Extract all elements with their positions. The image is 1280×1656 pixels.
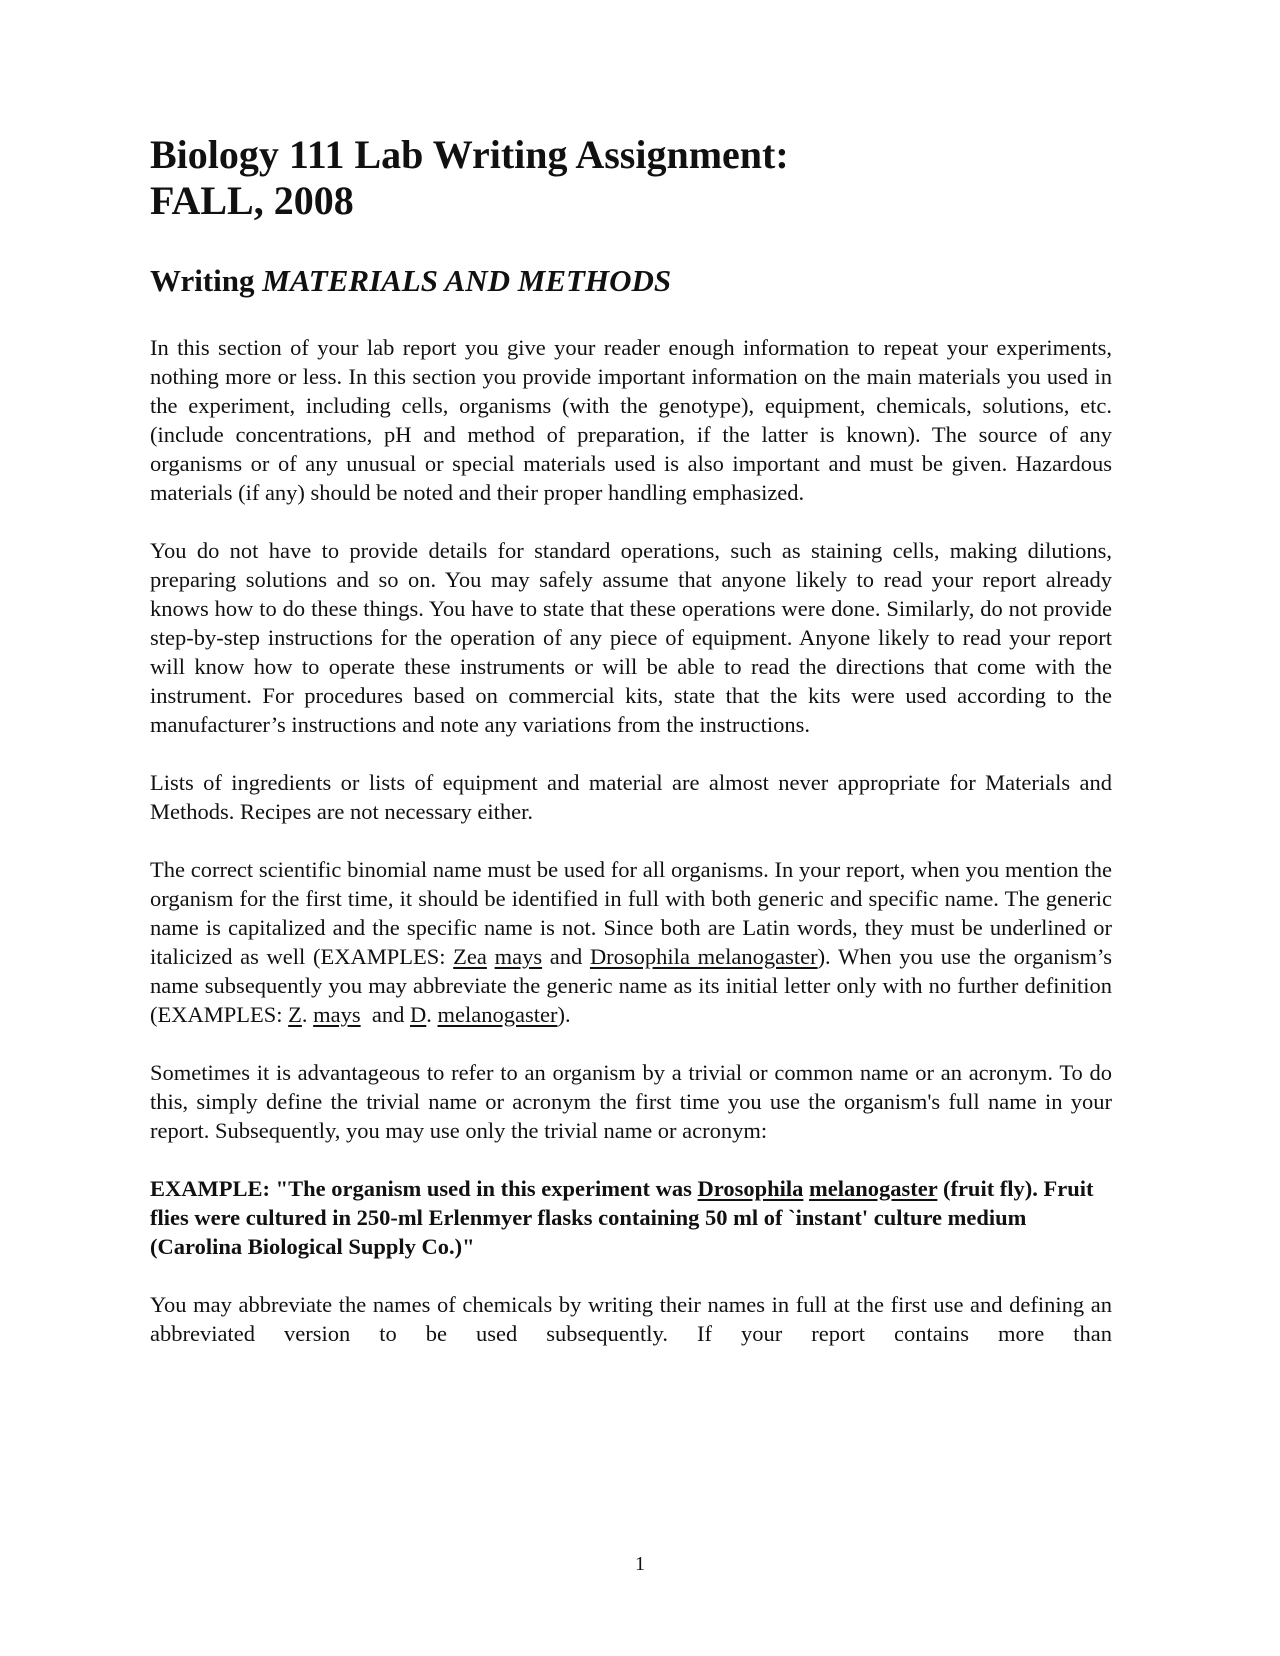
species-name-zea: Zea <box>453 944 487 969</box>
p4-text-7: . <box>426 1002 438 1027</box>
document-body <box>150 132 1112 1348</box>
paragraph-4 <box>150 855 1112 1029</box>
p4-text-8: ). <box>557 1002 571 1027</box>
p4-text-6: and <box>360 1002 411 1027</box>
document-title <box>150 132 1112 224</box>
title-line-2: FALL, 2008 <box>150 178 354 223</box>
species-name-mays: mays <box>494 944 543 969</box>
title-line-1: Biology 111 Lab Writing Assignment: <box>150 132 789 177</box>
p4-text-4: ). When you use the organism’s name subsequently you may abbreviate the generic name as its initial letter only with no further definition (EXAMPLES: <box>150 944 1112 1027</box>
example-paragraph <box>150 1174 1112 1261</box>
paragraph-5: Sometimes it is advantageous to refer to an organism by a trivial or common name or an acronym. To do this, simply define the trivial name or acronym the first time you use the organism's full name in your report. Subsequently, you may use only the trivial name or acronym: <box>150 1060 1112 1143</box>
example-genus: Drosophila <box>697 1176 804 1201</box>
section-heading-prefix: Writing <box>150 263 263 298</box>
abbrev-melanogaster: melanogaster <box>437 1002 558 1027</box>
paragraph-6: You may abbreviate the names of chemicals by writing their names in full at the first use and defining an abbreviated version to be used subsequently. If your report contains more than <box>150 1292 1112 1346</box>
section-heading-italic: MATERIALS AND METHODS <box>262 263 672 298</box>
paragraph-1: In this section of your lab report you give your reader enough information to repeat your experiments, nothing more or less. In this section you provide important information on the main materials you used in the experiment, including cells, organisms (with the genotype), equipment, chemicals, solutions, etc. (include concentrations, pH and method of preparation, if the latter is known). The source of any organisms or of any unusual or special materials used is also important and must be given. Hazardous materials (if any) should be noted and their proper handling emphasized. <box>150 335 1112 505</box>
species-name-drosophila: Drosophila melanogaster <box>589 944 818 969</box>
page-number: 1 <box>635 1553 645 1575</box>
example-text-3: (fruit fly). Fruit flies were cultured in 250-ml Erlenmyer flasks containing 50 ml of `instant' culture medium (Carolina Biological Supply Co.)" <box>150 1176 1094 1259</box>
example-text-1: EXAMPLE: "The organism used in this experiment was <box>150 1176 698 1201</box>
p4-text-2 <box>487 944 495 969</box>
example-species: melanogaster <box>809 1176 938 1201</box>
paragraph-3: Lists of ingredients or lists of equipment and material are almost never appropriate for Materials and Methods. Recipes are not necessary either. <box>150 770 1112 824</box>
p4-text-5: . <box>301 1002 314 1027</box>
paragraph-2: You do not have to provide details for standard operations, such as staining cells, making dilutions, preparing solutions and so on. You may safely assume that anyone likely to read your report already knows how to do these things. You have to state that these operations were done. Similarly, do not provide step-by-step instructions for the operation of any piece of equipment. Anyone likely to read your report will know how to operate these instruments or will be able to read the directions that come with the instrument. For procedures based on commercial kits, state that the kits were used according to the manufacturer’s instructions and note any variations from the instructions. <box>150 538 1112 737</box>
abbrev-d: D <box>410 1002 427 1027</box>
p4-text-1: The correct scientific binomial name must be used for all organisms. In your report, when you mention the organism for the first time, it should be identified in full with both generic and specific name. The generic name is capitalized and the specific name is not. Since both are Latin words, they must be underlined or italicized as well (EXAMPLES: <box>150 857 1112 969</box>
abbrev-mays: mays <box>313 1002 361 1027</box>
section-heading <box>150 263 1112 299</box>
p4-text-3: and <box>542 944 590 969</box>
abbrev-z: Z <box>288 1002 302 1027</box>
